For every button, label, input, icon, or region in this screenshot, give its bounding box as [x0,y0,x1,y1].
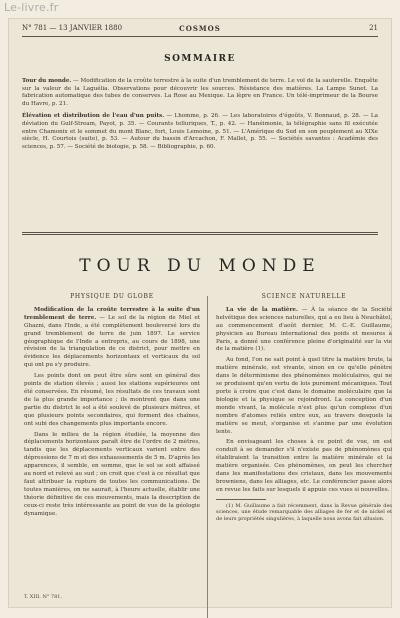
right-text-3: En envisageant les choses à ce point de vue, on est conduit à se demander s'il n'existe pas de phénomènes qui établiraient la transition entre la matière minérale et la matière organisée. Ces phénomènes, on peut les chercher dans les manifestations des cristaux, dans les mouvements browniens, dans les alliages, etc. Le conférencier passe alors en revue les faits sur lesquels il appuie ces vues si nouvelles. [216,439,392,493]
right-paragraph-2 [216,357,392,436]
journal-page [8,18,392,608]
sommaire-body [22,78,378,156]
left-lead-1: Modification de la croûte terrestre à la suite d'un tremblement de terre. [24,306,200,321]
header-rule [22,36,378,37]
right-column [216,293,392,526]
section-title: TOUR DU MONDE [79,256,321,276]
sommaire-lead-1: Tour du monde. [22,78,72,84]
bottom-tag: T. XIII. N° 781. [24,594,63,600]
footnote-rule [216,499,266,500]
sommaire-bottom-rule-double [22,234,378,235]
sommaire-lead-2: Élévation et distribution de l'eau d'un puits. [22,113,165,120]
right-lead-1: La vie de la matière. [226,306,298,313]
column-separator [207,296,208,618]
left-text-3: Dans le milieu de la région étudiée, la moyenne des déplacements horizontaux paraît être de l'ordre de 2 mètres, tandis que les déplacements verticaux varient entre des dépressions de 7 m et des exhaussements de 5 m. D'après les apparences, il semble, en somme, que le sol se soit affaissé au nord et relevé au sud ; on croit que c'est à ce résultat que faut attribuer la rupture de toutes les communications. De toutes manières, on ne saurait, à l'heure actuelle, établir une théorie définitive de ces mouvements, mais la description de ceux-ci reste très intéressante au point de vue de la géologie dynamique. [24,431,200,517]
issue-number: N° 781 — 13 JANVIER 1880 [22,24,123,32]
sommaire-paragraph-1 [22,78,378,108]
sommaire-text-1: — Modification de la croûte terrestre à la suite d'un tremblement de terre. Le vol de la sauterelle. Enquête sur la valeur de la Laguélia. Observations pour découvrir les sources. Résistance des matières. La Lampe Sunet. La fabrication automatique des tubes de conserves. La Rose au Mexique. La lèpre en France. Un télé-imprimeur de la Bourse du Havre, p. 21. [22,78,378,107]
footnote: (1) M. Guillaume a fait récemment, dans la Revue générale des sciences, une étude remarquable des alliages de fer et de nickel et de leurs propriétés singulières, à laquelle nous avons fait allusion. [216,502,392,522]
left-column-heading: PHYSIQUE DU GLOBE [70,293,154,300]
left-paragraph-2 [24,373,200,428]
right-paragraph-3 [216,439,392,494]
sommaire-paragraph-2 [22,113,378,151]
journal-name: COSMOS [179,24,221,33]
page-number: 21 [369,24,378,32]
right-text-2: Au fond, l'on ne sait point à quel titre la matière brute, la matière minérale, est vivante, sinon en ce qu'elle pénètre dans le déterminisme des phénomènes moléculaires, qui ne se produisent qu'en vertu de lois purement mécaniques. Tout porte à croire que c'est dans le domaine moléculaire que la biologie et la physique se rejoindront. La conception d'un monde vivant, la molécule n'est plus qu'un complexe d'un nombre d'atomes reliés entre eux, au travers desquels la matière se meut, s'organise et s'anime par une évolution lente. [216,357,392,435]
right-text-1: — À la séance de la Société helvétique des sciences naturelles, qui a eu lieu à Neuchâtel, au commencement d'août dernier, M. C.-E. Guillaume, physicien au Bureau international des poids et mesures à Paris, a donné une conférence pleine d'originalité sur la vie de la matière (1). [216,306,392,353]
left-paragraph-1 [24,307,200,370]
left-paragraph-3 [24,432,200,519]
sommaire-text-2: — Lhomme, p. 26. — Les laboratoires d'égoûts, V. Bonnaud, p. 28. — La déviation du Gulf-Stream, Payot, p. 35. — Courants telluriques, T., p. 42. — Hanéimonie, la télégraphie sans fil exécutée entre Chamonix et le sommet du mont Blanc, fort, Louis Lemoine, p. 51. — L'Amérique du Sud en son peuplement au XIXe siècle, H. Courtois (suite), p. 53. — Autour du bassin d'Arcachon, F. Mallet, p. 55. — Sociétés savantes : Académie des sciences, p. 57. — Société de biologie, p. 58. — Bibliographie, p. 60. [22,113,378,150]
watermark-text: Le-livre.fr [4,1,59,14]
sommaire-title: SOMMAIRE [164,54,236,64]
left-text-1: — Le sol de la région de Miel et Ghazni, dans l'Inde, a été complètement bouleversé lors du grand tremblement de terre de juin 1897. Le service géographique de l'Inde a entrepris, au cours de 1898, une révision de la triangulation de ce district, pour mettre en évidence les déplacements horizontaux et verticaux du sol qui ont pu s'y produire. [24,314,201,369]
left-text-2: Les points dont on peut être sûrs sont en général des points de station élevés ; aussi les stations supérieures ont été conservées. En résumé, les résultats de ces travaux sont de la plus grande importance ; ils montrent que dans une partie du district le sol a été soulevé de plusieurs mètres, et que plusieurs points secondaires, qui forment des chaînes, ont subi des changements plus importants encore. [24,373,200,427]
sommaire-bottom-rule [22,232,378,233]
right-column-heading: SCIENCE NATURELLE [261,293,347,300]
left-column [24,293,200,521]
right-paragraph-1 [216,307,392,354]
